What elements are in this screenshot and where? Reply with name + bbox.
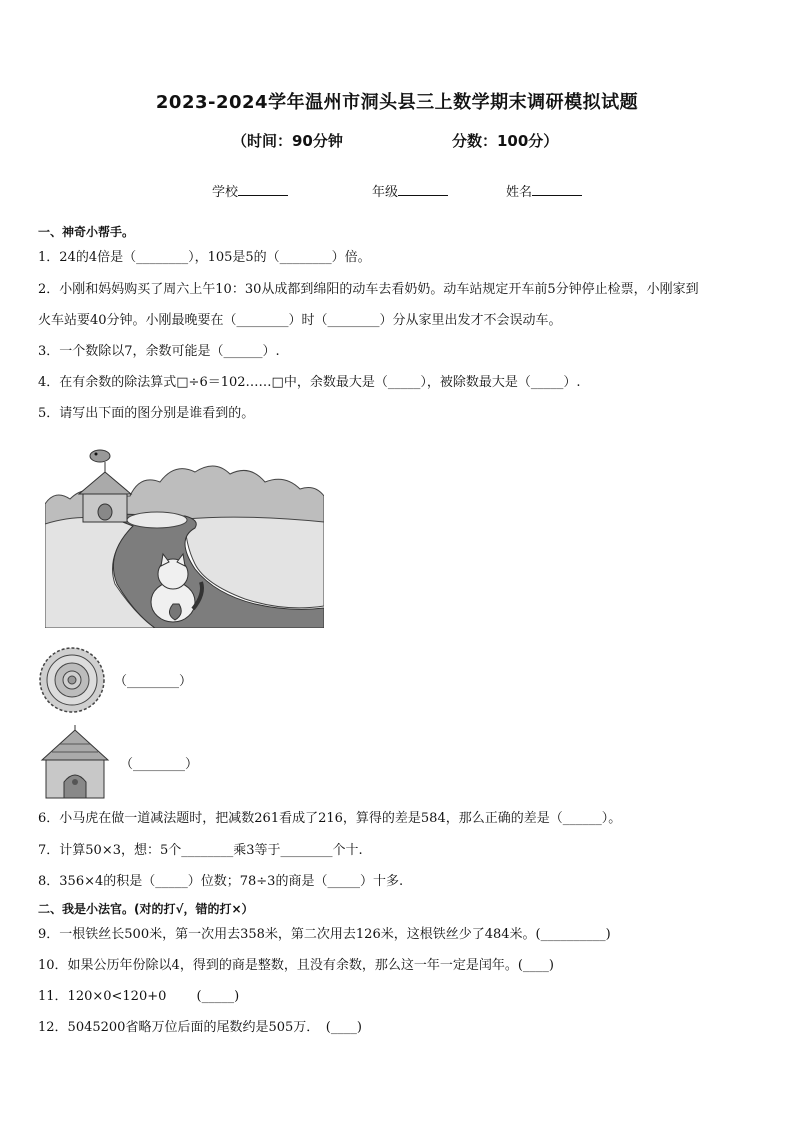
- exam-title: 2023-2024学年温州市洞头县三上数学期末调研模拟试题: [155, 92, 639, 113]
- grade-label: 年级: [372, 185, 399, 200]
- question-12: 12．5045200省略万位后面的尾数约是505万． (____): [38, 1020, 362, 1035]
- name-blank: [532, 183, 582, 196]
- question-3: 3．一个数除以7，余数可能是（______）.: [38, 344, 280, 359]
- section-2-heading: 二、我是小法官。(对的打√，错的打×）: [38, 902, 254, 916]
- exam-score: 分数：100分）: [452, 132, 559, 150]
- name-label: 姓名: [506, 185, 533, 200]
- question-5: 5．请写出下面的图分别是谁看到的。: [38, 406, 255, 421]
- exam-time: （时间：90分钟: [232, 132, 343, 150]
- question-4: 4．在有余数的除法算式□÷6＝102……□中，余数最大是（_____），被除数最大是（_____）.: [38, 375, 581, 390]
- grade-field: [372, 181, 448, 200]
- school-label: 学校: [212, 185, 239, 200]
- question-6: 6．小马虎在做一道减法题时，把减数261看成了216，算得的差是584，那么正确的差是（______）。: [38, 811, 622, 826]
- school-field: [212, 181, 288, 200]
- q5-answer-blank-1[interactable]: （________）: [114, 674, 193, 689]
- front-view-castle-icon: [40, 724, 110, 800]
- school-blank: [238, 183, 288, 196]
- question-2-line-2: 火车站要40分钟。小刚最晚要在（________）时（________）分从家里出发才不会误动车。: [38, 313, 562, 328]
- top-view-circles-icon: [38, 646, 106, 714]
- question-1: 1．24的4倍是（________），105是5的（________）倍。: [38, 250, 371, 265]
- section-1-heading: 一、神奇小帮手。: [38, 225, 135, 239]
- question-7: 7．计算50×3，想：5个________乘3等于________个十.: [38, 843, 363, 858]
- question-2-line-1: 2．小刚和妈妈购买了周六上午10：30从成都到绵阳的动车去看奶奶。动车站规定开车前5分钟停止检票，小刚家到: [38, 282, 699, 297]
- question-10: 10．如果公历年份除以4，得到的商是整数，且没有余数，那么这一年一定是闰年。(____): [38, 958, 554, 973]
- scene-illustration: [45, 444, 324, 628]
- question-11: 11．120×0<120+0 (_____): [38, 989, 240, 1004]
- name-field: [506, 181, 582, 200]
- question-9: 9．一根铁丝长500米，第一次用去358米，第二次用去126米，这根铁丝少了484米。(__________): [38, 927, 611, 942]
- question-8: 8．356×4的积是（_____）位数；78÷3的商是（_____）十多.: [38, 874, 404, 889]
- q5-answer-blank-2[interactable]: （________）: [120, 757, 199, 772]
- grade-blank: [398, 183, 448, 196]
